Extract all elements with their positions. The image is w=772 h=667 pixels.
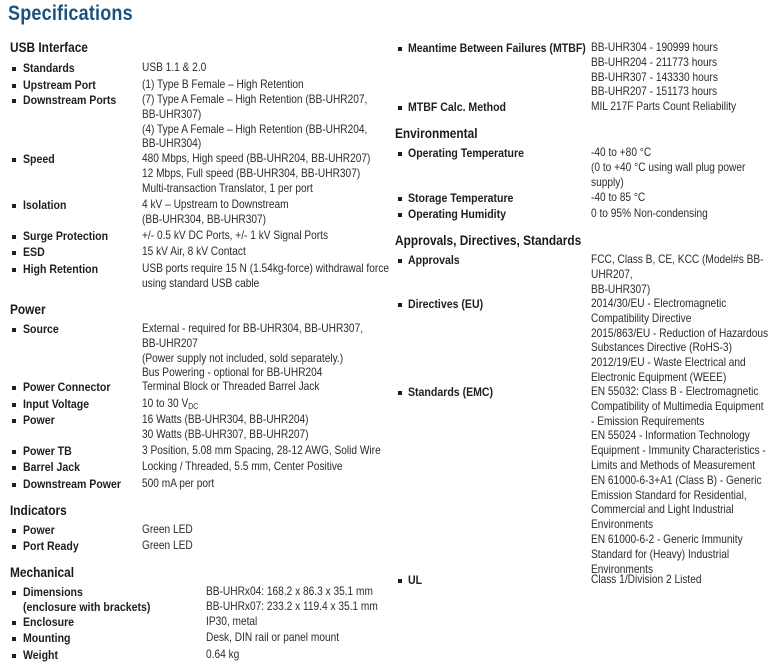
bullet-icon bbox=[398, 303, 402, 307]
bullet-icon bbox=[398, 579, 402, 583]
spec-label: Power bbox=[23, 523, 55, 537]
spec-label: Operating Temperature bbox=[408, 146, 524, 160]
spec-value-line: EN 55032: Class B - Electromagnetic bbox=[591, 384, 759, 398]
page-title: Specifications bbox=[8, 2, 133, 25]
spec-label: Power bbox=[23, 413, 55, 427]
spec-value-line: +/- 0.5 kV DC Ports, +/- 1 kV Signal Ports bbox=[142, 228, 329, 242]
section-heading: Environmental bbox=[395, 126, 478, 141]
spec-label: Storage Temperature bbox=[408, 191, 514, 205]
spec-value-line: Bus Powering - optional for BB-UHR204 bbox=[142, 365, 323, 380]
section-heading: USB Interface bbox=[10, 40, 88, 55]
spec-value-line: FCC, Class B, CE, KCC (Model#s BB- bbox=[591, 252, 764, 266]
spec-label: High Retention bbox=[23, 262, 99, 276]
spec-value bbox=[142, 321, 363, 380]
spec-value-line: 12 Mbps, Full speed (BB-UHR304, BB-UHR307) bbox=[142, 165, 361, 180]
spec-value bbox=[142, 379, 319, 394]
bullet-icon bbox=[12, 591, 16, 595]
spec-label: Power TB bbox=[23, 444, 72, 458]
bullet-icon bbox=[12, 403, 16, 407]
spec-label: MTBF Calc. Method bbox=[408, 100, 506, 114]
spec-label: Input Voltage bbox=[23, 397, 90, 411]
spec-label: ESD bbox=[23, 245, 45, 259]
spec-value-line: -40 to +80 °C bbox=[591, 145, 652, 159]
spec-value-line: (0 to +40 °C using wall plug power bbox=[591, 159, 746, 174]
spec-value bbox=[591, 252, 764, 296]
spec-value bbox=[142, 151, 370, 195]
spec-value-line: Emission Standard for Residential, bbox=[591, 487, 747, 502]
spec-value-line: BB-UHR304 - 190999 hours bbox=[591, 40, 718, 54]
spec-value-line: EN 61000-6-2 - Generic Immunity bbox=[591, 531, 743, 546]
spec-value-line: (BB-UHR304, BB-UHR307) bbox=[142, 211, 267, 226]
spec-value-line: BB-UHR204 - 211773 hours bbox=[591, 54, 718, 69]
spec-value-line: Locking / Threaded, 5.5 mm, Center Positive bbox=[142, 459, 343, 473]
spec-value bbox=[142, 522, 193, 537]
spec-value bbox=[142, 92, 367, 151]
spec-value-line: 2012/19/EU - Waste Electrical and bbox=[591, 355, 746, 370]
bullet-icon bbox=[12, 268, 16, 272]
spec-label: Surge Protection bbox=[23, 229, 109, 243]
spec-label: Power Connector bbox=[23, 380, 111, 394]
spec-value bbox=[591, 99, 736, 114]
spec-label: Dimensions bbox=[23, 585, 83, 599]
spec-value bbox=[206, 630, 339, 645]
spec-value bbox=[206, 584, 378, 614]
spec-value-line: Compatibility Directive bbox=[591, 310, 692, 325]
spec-value-line: (1) Type B Female – High Retention bbox=[142, 77, 304, 91]
bullet-icon bbox=[12, 328, 16, 332]
bullet-icon bbox=[12, 235, 16, 239]
spec-value-line: BB-UHRx04: 168.2 x 86.3 x 35.1 mm bbox=[206, 584, 373, 598]
spec-label: Standards (EMC) bbox=[408, 385, 494, 399]
bullet-icon bbox=[12, 419, 16, 423]
spec-value bbox=[142, 77, 304, 92]
bullet-icon bbox=[12, 621, 16, 625]
spec-value-line: 500 mA per port bbox=[142, 476, 215, 490]
bullet-icon bbox=[398, 47, 402, 51]
spec-value-line: Environments bbox=[591, 517, 654, 532]
spec-value bbox=[591, 190, 645, 205]
spec-value-line: Environments bbox=[591, 561, 654, 576]
spec-value-line: 2014/30/EU - Electromagnetic bbox=[591, 296, 727, 310]
spec-value-line: 15 kV Air, 8 kV Contact bbox=[142, 244, 246, 258]
spec-value bbox=[591, 145, 745, 189]
spec-label: Meantime Between Failures (MTBF) bbox=[408, 41, 586, 55]
spec-label: Port Ready bbox=[23, 539, 79, 553]
bullet-icon bbox=[12, 84, 16, 88]
spec-value-line: USB ports require 15 N (1.54kg-force) withdrawal force bbox=[142, 261, 389, 275]
spec-value-line: 2015/863/EU - Reduction of Hazardous bbox=[591, 325, 769, 340]
spec-value-line: Limits and Methods of Measurement bbox=[591, 457, 756, 472]
bullet-icon bbox=[12, 67, 16, 71]
spec-label: Operating Humidity bbox=[408, 207, 506, 221]
spec-value-line: BB-UHR307) bbox=[142, 106, 202, 121]
spec-value bbox=[591, 206, 708, 221]
spec-label-note: (enclosure with brackets) bbox=[23, 599, 151, 614]
spec-value-line: 10 to 30 $V_{DC}$ bbox=[142, 396, 199, 411]
spec-value bbox=[591, 572, 702, 587]
spec-value bbox=[142, 412, 309, 442]
bullet-icon bbox=[12, 529, 16, 533]
spec-value-line: 3 Position, 5.08 mm Spacing, 28-12 AWG, Solid Wire bbox=[142, 443, 381, 457]
bullet-icon bbox=[12, 251, 16, 255]
spec-value-line: BB-UHR207 - 151173 hours bbox=[591, 84, 718, 99]
bullet-icon bbox=[12, 450, 16, 454]
spec-value bbox=[142, 459, 343, 474]
voltage-subscript: DC bbox=[188, 402, 199, 411]
spec-label: Mounting bbox=[23, 631, 71, 645]
spec-label: Downstream Ports bbox=[23, 93, 117, 107]
section-heading: Approvals, Directives, Standards bbox=[395, 233, 582, 248]
bullet-icon bbox=[398, 197, 402, 201]
spec-label: UL bbox=[408, 573, 423, 587]
spec-value-line: Terminal Block or Threaded Barrel Jack bbox=[142, 379, 320, 393]
spec-label: Weight bbox=[23, 648, 59, 662]
bullet-icon bbox=[12, 99, 16, 103]
bullet-icon bbox=[398, 391, 402, 395]
bullet-icon bbox=[12, 637, 16, 641]
bullet-icon bbox=[12, 483, 16, 487]
spec-label: Source bbox=[23, 322, 59, 336]
spec-value-line: 480 Mbps, High speed (BB-UHR204, BB-UHR207) bbox=[142, 151, 371, 165]
spec-label: Standards bbox=[23, 61, 75, 75]
spec-label: Downstream Power bbox=[23, 477, 122, 491]
section-heading: Power bbox=[10, 302, 46, 317]
spec-value-line: Standard for (Heavy) Industrial bbox=[591, 546, 730, 561]
bullet-icon bbox=[398, 213, 402, 217]
spec-value-line: Compatibility of Multimedia Equipment bbox=[591, 398, 764, 413]
spec-value-line: 0 to 95% Non-condensing bbox=[591, 206, 708, 220]
spec-value-line: - Emission Requirements bbox=[591, 413, 705, 428]
spec-value-line: Green LED bbox=[142, 522, 193, 536]
spec-value bbox=[142, 538, 193, 553]
spec-value bbox=[142, 244, 246, 259]
spec-label: Speed bbox=[23, 152, 55, 166]
spec-value-line: supply) bbox=[591, 174, 624, 189]
spec-value bbox=[142, 443, 381, 458]
bullet-icon bbox=[398, 259, 402, 263]
bullet-icon bbox=[12, 466, 16, 470]
spec-value bbox=[591, 40, 718, 99]
spec-value-line: UHR207, bbox=[591, 266, 633, 281]
bullet-icon bbox=[12, 545, 16, 549]
spec-label: Isolation bbox=[23, 198, 67, 212]
spec-value-line: BB-UHR307) bbox=[591, 281, 651, 296]
spec-value-line: Multi-transaction Translator, 1 per port bbox=[142, 180, 313, 195]
spec-label: Barrel Jack bbox=[23, 460, 80, 474]
spec-value-line: Class 1/Division 2 Listed bbox=[591, 572, 702, 586]
spec-value-line: EN 61000-6-3+A1 (Class B) - Generic bbox=[591, 472, 762, 487]
spec-value-line: Commercial and Light Industrial bbox=[591, 502, 734, 517]
spec-value-line: EN 55024 - Information Technology bbox=[591, 428, 750, 443]
bullet-icon bbox=[12, 654, 16, 658]
spec-value-line: BB-UHR307 - 143330 hours bbox=[591, 69, 718, 84]
spec-value-line: BB-UHRx07: 233.2 x 119.4 x 35.1 mm bbox=[206, 598, 378, 613]
spec-value-line: IP30, metal bbox=[206, 614, 258, 628]
spec-label: Directives (EU) bbox=[408, 297, 484, 311]
spec-value bbox=[142, 261, 389, 291]
bullet-icon bbox=[398, 152, 402, 156]
spec-value bbox=[142, 197, 289, 227]
spec-label: Enclosure bbox=[23, 615, 75, 629]
bullet-icon bbox=[12, 158, 16, 162]
spec-value bbox=[591, 384, 766, 576]
section-heading: Mechanical bbox=[10, 565, 75, 580]
spec-value-line: Equipment - Immunity Characteristics - bbox=[591, 443, 766, 458]
spec-value-line: 0.64 kg bbox=[206, 647, 240, 661]
spec-label: Approvals bbox=[408, 253, 460, 267]
spec-value-line: BB-UHR207 bbox=[142, 335, 198, 350]
spec-value-line: BB-UHR304) bbox=[142, 136, 202, 151]
bullet-icon bbox=[12, 386, 16, 390]
spec-value-line: 16 Watts (BB-UHR304, BB-UHR204) bbox=[142, 412, 309, 426]
spec-value-line: (4) Type A Female – High Retention (BB-UHR204, bbox=[142, 121, 368, 136]
spec-value-line: External - required for BB-UHR304, BB-UHR307, bbox=[142, 321, 364, 335]
spec-value-line: Electronic Equipment (WEEE) bbox=[591, 369, 727, 384]
spec-value-line: (Power supply not included, sold separately.) bbox=[142, 350, 344, 365]
bullet-icon bbox=[398, 106, 402, 110]
spec-value bbox=[591, 296, 768, 385]
spec-value-line: USB 1.1 & 2.0 bbox=[142, 60, 207, 74]
spec-value-line: using standard USB cable bbox=[142, 275, 260, 290]
spec-value-line: Desk, DIN rail or panel mount bbox=[206, 630, 340, 644]
section-heading: Indicators bbox=[10, 503, 67, 518]
spec-value-line: 30 Watts (BB-UHR307, BB-UHR207) bbox=[142, 426, 309, 441]
spec-value-line: Green LED bbox=[142, 538, 193, 552]
spec-value bbox=[142, 228, 328, 243]
spec-value-line: 4 kV – Upstream to Downstream bbox=[142, 197, 289, 211]
bullet-icon bbox=[12, 204, 16, 208]
spec-value-line: -40 to 85 °C bbox=[591, 190, 646, 204]
spec-value bbox=[206, 614, 257, 629]
spec-value bbox=[142, 60, 206, 75]
spec-value-line: MIL 217F Parts Count Reliability bbox=[591, 99, 737, 113]
spec-value-line: Substances Directive (RoHS-3) bbox=[591, 340, 732, 355]
spec-label: Upstream Port bbox=[23, 78, 96, 92]
spec-value bbox=[142, 476, 214, 491]
spec-value bbox=[206, 647, 239, 662]
spec-value-line: (7) Type A Female – High Retention (BB-UHR207, bbox=[142, 92, 368, 106]
